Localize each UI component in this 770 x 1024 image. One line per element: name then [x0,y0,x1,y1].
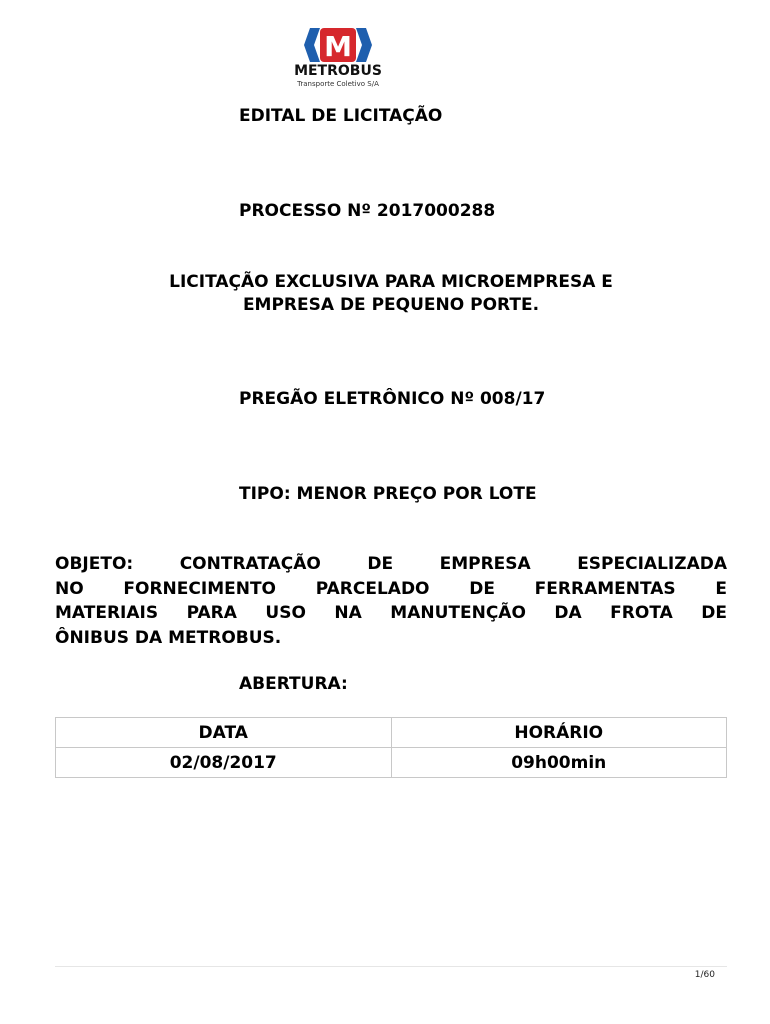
objeto-line: ÔNIBUS DA METROBUS. [55,627,282,648]
abertura-label: ABERTURA: [239,674,348,694]
page-number: 1/60 [694,970,715,980]
pregao-number: PREGÃO ELETRÔNICO Nº 008/17 [239,389,546,409]
objeto-line: MATERIAIS PARA USO NA MANUTENÇÃO DA FROTA DE [55,603,727,623]
objeto-line: OBJETO: CONTRATAÇÃO DE EMPRESA ESPECIALIZADA [55,554,727,574]
objeto-line: NO FORNECIMENTO PARCELADO DE FERRAMENTAS E [55,578,727,599]
metrobus-logo-icon [304,26,372,64]
cell-time: 09h00min [391,748,727,778]
document-title: EDITAL DE LICITAÇÃO [239,106,443,126]
header-horario: HORÁRIO [391,718,727,748]
exclusiva-line-1: LICITAÇÃO EXCLUSIVA PARA MICROEMPRESA E [169,272,613,292]
table-header-row [56,718,727,748]
schedule-table [55,717,727,778]
logo-subtitle: Transporte Coletivo S/A [297,80,379,88]
header-data: DATA [56,718,392,748]
objeto-paragraph [55,552,727,650]
processo-number: PROCESSO Nº 2017000288 [239,201,496,221]
metrobus-logo [286,26,390,92]
exclusiva-line-2: EMPRESA DE PEQUENO PORTE. [242,295,540,315]
logo-letter: M [324,30,352,63]
logo-wordmark: METROBUS [294,63,382,79]
footer-divider [55,966,727,967]
cell-date: 02/08/2017 [56,748,392,778]
tipo-line: TIPO: MENOR PREÇO POR LOTE [239,484,537,504]
table-row [56,748,727,778]
